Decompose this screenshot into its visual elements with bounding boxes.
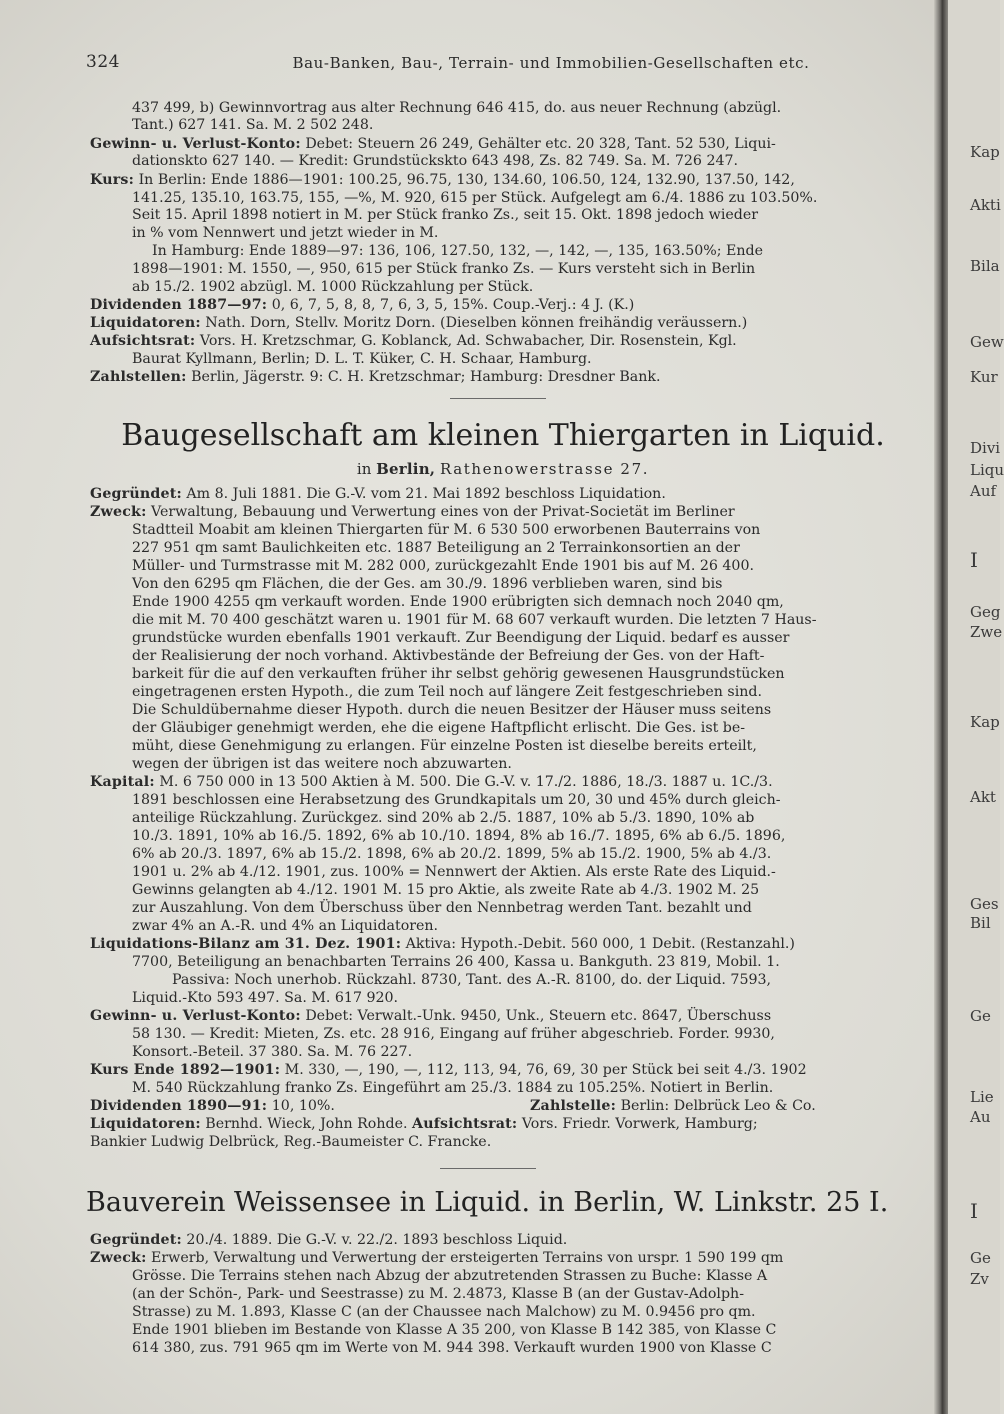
text-line: die mit M. 70 400 geschätzt waren u. 1901 für M. 68 607 verkauft wurden. Die letzten 7 Haus- <box>132 612 817 628</box>
margin-word: Kap <box>970 713 1000 731</box>
section-label: Gewinn- u. Verlust-Konto: <box>90 136 301 152</box>
text-line: Strasse) zu M. 1.893, Klasse C (an der Chaussee nach Malchow) zu M. 0.9456 pro qm. <box>132 1304 756 1320</box>
text-line: Müller- und Turmstrasse mit M. 282 000, zurückgezahlt Ende 1901 bis auf M. 26 400. <box>132 558 754 574</box>
entry-title: Baugesellschaft am kleinen Thiergarten in Liquid. <box>121 418 885 453</box>
text-line <box>90 774 916 790</box>
margin-word: Liqu <box>970 461 1004 479</box>
margin-word: Bil <box>970 914 991 932</box>
text-line: barkeit für die auf den verkauften früher ihr selbst gehörig gewesenen Hausgrundstücken <box>132 666 785 682</box>
text-line: Gewinns gelangten ab 4./12. 1901 M. 15 pro Aktie, als zweite Rate ab 4./3. 1902 M. 25 <box>132 882 760 898</box>
text-line <box>90 504 916 520</box>
section-label: Zweck: <box>90 504 147 520</box>
text-line <box>90 172 916 188</box>
text-line: Liquid.-Kto 593 497. Sa. M. 617 920. <box>132 990 399 1006</box>
section-text: In Berlin: Ende 1886—1901: 100.25, 96.75, 130, 134.60, 106.50, 124, 132.90, 137.50, 142, <box>138 172 795 188</box>
text-line: der Realisierung der noch vorhand. Aktivbestände der Befreiung der Ges. von der Haft- <box>132 648 765 664</box>
page-number: 324 <box>86 52 120 72</box>
entry-subtitle <box>90 461 916 477</box>
section-label: Liquidatoren: <box>90 315 201 331</box>
text-line: dationskto 627 140. — Kredit: Grundstückskto 643 498, Zs. 82 749. Sa. M. 726 247. <box>132 153 739 169</box>
text-line <box>90 936 916 952</box>
text-line: Die Schuldübernahme dieser Hypoth. durch die neuen Besitzer der Häuser muss seitens <box>132 702 772 718</box>
adjacent-page-edge <box>948 0 1004 1414</box>
text-line: In Hamburg: Ende 1889—97: 136, 106, 127.50, 132, —, 142, —, 135, 163.50%; Ende <box>152 243 763 259</box>
text-line: 1898—1901: M. 1550, —, 950, 615 per Stück franko Zs. — Kurs versteht sich in Berlin <box>132 261 756 277</box>
text-line: 1901 u. 2% ab 4./12. 1901, zus. 100% = Nennwert der Aktien. Als erste Rate des Liquid.- <box>132 864 776 880</box>
text-line: Baurat Kyllmann, Berlin; D. L. T. Küker, C. H. Schaar, Hamburg. <box>132 351 592 367</box>
margin-word: Akt <box>970 788 996 806</box>
margin-word: Divi <box>970 439 1001 457</box>
section-label: Aufsichtsrat: <box>90 333 196 349</box>
text-line: eingetragenen ersten Hypoth., die zum Teil noch auf längere Zeit festgeschrieben sind. <box>132 684 762 700</box>
section-label: Liquidatoren: <box>90 1116 201 1132</box>
section-text: Am 8. Juli 1881. Die G.-V. vom 21. Mai 1892 beschloss Liquidation. <box>186 486 666 502</box>
section-text: Vors. Friedr. Vorwerk, Hamburg; <box>521 1116 758 1132</box>
text-line: 7700, Beteiligung an benachbarten Terrains 26 400, Kassa u. Bankguth. 23 819, Mobil. 1. <box>132 954 780 970</box>
section-label: Gegründet: <box>90 486 182 502</box>
margin-word: Ges <box>970 895 999 913</box>
section-text: M. 330, —, 190, —, 112, 113, 94, 76, 69, 30 per Stück bei seit 4./3. 1902 <box>284 1062 807 1078</box>
text-line <box>90 136 916 152</box>
subtitle-city: Berlin, <box>376 460 436 478</box>
text-line <box>90 315 916 331</box>
text-line: müht, diese Genehmigung zu erlangen. Für einzelne Posten ist dieselbe bereits erteilt, <box>132 738 757 754</box>
text-line <box>90 1008 916 1024</box>
text-line: 58 130. — Kredit: Mieten, Zs. etc. 28 916, Eingang auf früher abgeschrieb. Forder. 9930, <box>132 1026 775 1042</box>
text-line: anteilige Rückzahlung. Zurückgez. sind 20% ab 2./5. 1887, 10% ab 5./3. 1890, 10% ab <box>132 810 755 826</box>
section-divider <box>450 398 546 399</box>
text-line: M. 540 Rückzahlung franko Zs. Eingeführt am 25./3. 1884 zu 105.25%. Notiert in Berlin. <box>132 1080 774 1096</box>
text-line: 1891 beschlossen eine Herabsetzung des Grundkapitals um 20, 30 und 45% durch gleich- <box>132 792 781 808</box>
text-line: Seit 15. April 1898 notiert in M. per Stück franko Zs., seit 15. Okt. 1898 jedoch wieder <box>132 207 759 223</box>
section-label: Zahlstelle: <box>530 1098 617 1114</box>
text-line: Ende 1901 blieben im Bestande von Klasse A 35 200, von Klasse B 142 385, von Klasse C <box>132 1322 777 1338</box>
section-text: Erwerb, Verwaltung und Verwertung der ersteigerten Terrains von urspr. 1 590 199 qm <box>151 1250 784 1266</box>
subtitle-street: Rathenowerstrasse 27. <box>440 460 650 478</box>
margin-word: Au <box>970 1108 991 1126</box>
text-line: grundstücke wurden ebenfalls 1901 verkauft. Zur Beendigung der Liquid. bedarf es ausser <box>132 630 790 646</box>
section-text: Verwaltung, Bebauung und Verwertung eines von der Privat-Societät im Berliner <box>151 504 735 520</box>
section-label: Zahlstellen: <box>90 369 187 385</box>
section-text: Nath. Dorn, Stellv. Moritz Dorn. (Dieselben können freihändig veräussern.) <box>205 315 748 331</box>
margin-word: Gew <box>970 333 1004 351</box>
section-label: Zweck: <box>90 1250 147 1266</box>
text-line <box>90 486 916 502</box>
text-line: in % vom Nennwert und jetzt wieder in M. <box>132 225 439 241</box>
margin-word: Zv <box>970 1270 989 1288</box>
text-line: Grösse. Die Terrains stehen nach Abzug der abzutretenden Strassen zu Buche: Klasse A <box>132 1268 768 1284</box>
text-line <box>90 1116 916 1132</box>
text-line <box>90 1232 916 1248</box>
text-line: wegen der übrigen ist das weitere noch abzuwarten. <box>132 756 512 772</box>
text-line: der Gläubiger genehmigt werden, ehe die eigene Haftpflicht erlischt. Die Ges. ist be- <box>132 720 746 736</box>
section-text: Berlin, Jägerstr. 9: C. H. Kretzschmar; Hamburg: Dresdner Bank. <box>191 369 661 385</box>
section-text: Debet: Steuern 26 249, Gehälter etc. 20 328, Tant. 52 530, Liqui- <box>305 136 776 152</box>
text-line: Tant.) 627 141. Sa. M. 2 502 248. <box>132 117 374 133</box>
section-text: 10, 10%. <box>271 1098 335 1114</box>
section-text: Debet: Verwalt.-Unk. 9450, Unk., Steuern etc. 8647, Überschuss <box>305 1008 772 1024</box>
margin-word: Akti <box>970 196 1001 214</box>
margin-word: Bila <box>970 257 1000 275</box>
text-line <box>90 333 916 349</box>
text-line: 10./3. 1891, 10% ab 16./5. 1892, 6% ab 10./10. 1894, 8% ab 16./7. 1895, 6% ab 6./5. 1896, <box>132 828 786 844</box>
section-label: Aufsichtsrat: <box>411 1116 518 1132</box>
margin-word: Auf <box>970 482 997 500</box>
section-label: Dividenden 1890—91: <box>90 1098 268 1114</box>
text-line <box>90 369 916 385</box>
section-label: Dividenden 1887—97: <box>90 297 268 313</box>
text-line <box>90 1062 916 1078</box>
text-line: Bankier Ludwig Delbrück, Reg.-Baumeister C. Francke. <box>90 1134 492 1150</box>
section-label: Kurs: <box>90 172 135 188</box>
text-line: Stadtteil Moabit am kleinen Thiergarten für M. 6 530 500 erworbenen Bauterrains von <box>132 522 761 538</box>
text-line: Passiva: Noch unerhob. Rückzahl. 8730, Tant. des A.-R. 8100, do. der Liquid. 7593, <box>172 972 772 988</box>
text-line: (an der Schön-, Park- und Seestrasse) zu M. 2.4873, Klasse B (an der Gustav-Adolph- <box>132 1286 744 1302</box>
text-line: 437 499, b) Gewinnvortrag aus alter Rechnung 646 415, do. aus neuer Rechnung (abzügl. <box>132 100 782 116</box>
section-text: 20./4. 1889. Die G.-V. v. 22./2. 1893 beschloss Liquid. <box>186 1232 568 1248</box>
text-line <box>90 1250 916 1266</box>
text-line: 614 380, zus. 791 965 qm im Werte von M. 944 398. Verkauft wurden 1900 von Klasse C <box>132 1340 772 1356</box>
margin-word: I <box>970 1199 978 1223</box>
entry-title: Bauverein Weissensee in Liquid. in Berlin, W. Linkstr. 25 I. <box>86 1187 889 1218</box>
text-line: zur Auszahlung. Von dem Überschuss über den Nennbetrag werden Tant. bezahlt und <box>132 900 752 916</box>
section-text: Berlin: Delbrück Leo & Co. <box>620 1098 816 1114</box>
margin-word: Kap <box>970 143 1000 161</box>
margin-word: Kur <box>970 368 998 386</box>
section-label: Gewinn- u. Verlust-Konto: <box>90 1008 301 1024</box>
section-label: Kapital: <box>90 774 155 790</box>
text-line: 227 951 qm samt Baulichkeiten etc. 1887 Beteiligung an 2 Terrainkonsortien an der <box>132 540 740 556</box>
text-line <box>90 297 916 313</box>
text-line: ab 15./2. 1902 abzügl. M. 1000 Rückzahlung per Stück. <box>132 279 534 295</box>
section-text: 0, 6, 7, 5, 8, 8, 7, 6, 3, 5, 15%. Coup.-Verj.: 4 J. (K.) <box>271 297 635 313</box>
text-line: 141.25, 135.10, 163.75, 155, —%, M. 920, 615 per Stück. Aufgelegt am 6./4. 1886 zu 103.50%. <box>132 190 818 206</box>
section-label: Liquidations-Bilanz am 31. Dez. 1901: <box>90 936 402 952</box>
text-line <box>530 1098 916 1114</box>
margin-word: I <box>970 548 978 572</box>
subtitle-in: in <box>356 460 372 478</box>
section-label: Kurs Ende 1892—1901: <box>90 1062 281 1078</box>
page-header <box>86 52 916 78</box>
text-line: zwar 4% an A.-R. und 4% an Liquidatoren. <box>132 918 439 934</box>
text-line: 6% ab 20./3. 1897, 6% ab 15./2. 1898, 6% ab 20./2. 1899, 5% ab 15./2. 1900, 5% ab 4./3. <box>132 846 772 862</box>
margin-word: Ge <box>970 1249 991 1267</box>
margin-word: Geg <box>970 603 1001 621</box>
section-divider <box>440 1168 536 1169</box>
section-label: Gegründet: <box>90 1232 182 1248</box>
text-line: Ende 1900 4255 qm verkauft worden. Ende 1900 erübrigten sich demnach noch 2040 qm, <box>132 594 784 610</box>
margin-word: Zwe <box>970 623 1003 641</box>
section-text: Bernhd. Wieck, John Rohde. <box>205 1116 408 1132</box>
margin-word: Ge <box>970 1007 991 1025</box>
section-text: Aktiva: Hypoth.-Debit. 560 000, 1 Debit. (Restanzahl.) <box>405 936 795 952</box>
section-text: Vors. H. Kretzschmar, G. Koblanck, Ad. Schwabacher, Dir. Rosenstein, Kgl. <box>199 333 737 349</box>
section-text: M. 6 750 000 in 13 500 Aktien à M. 500. Die G.-V. v. 17./2. 1886, 18./3. 1887 u. 1C./3. <box>159 774 773 790</box>
text-line: Konsort.-Beteil. 37 380. Sa. M. 76 227. <box>132 1044 413 1060</box>
margin-word: Lie <box>970 1088 994 1106</box>
running-head: Bau-Banken, Bau-, Terrain- und Immobilien-Gesellschaften etc. <box>292 54 810 72</box>
text-line: Von den 6295 qm Flächen, die der Ges. am 30./9. 1896 verblieben waren, sind bis <box>132 576 723 592</box>
book-gutter <box>934 0 948 1414</box>
